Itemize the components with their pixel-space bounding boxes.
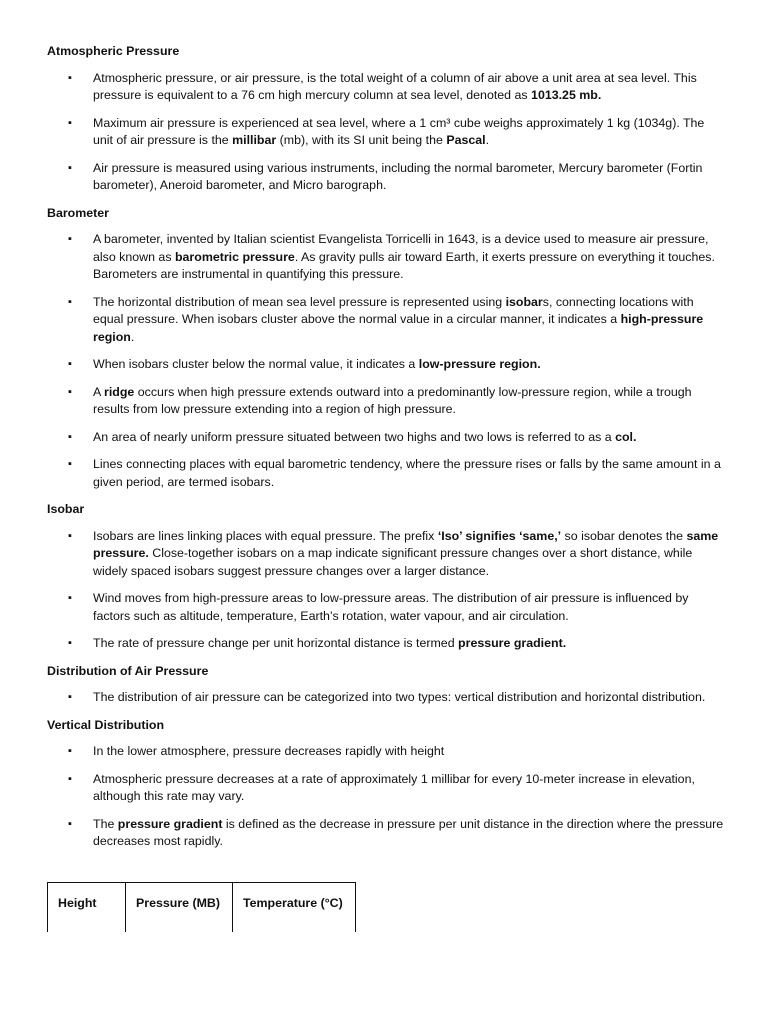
- bullet-item: [47, 590, 727, 625]
- body-text: An area of nearly uniform pressure situated between two highs and two lows is referred to as a: [93, 429, 616, 444]
- body-text: Air pressure is measured using various instruments, including the normal barometer, Mercury barometer (Fortin barometer), Aneroid barometer, and Micro barograph.: [93, 160, 703, 192]
- body-text: so isobar denotes the: [561, 528, 687, 543]
- bullet-item: [47, 743, 727, 761]
- bold-text: ridge: [104, 384, 135, 399]
- body-text: Isobars are lines linking places with equal pressure. The prefix: [93, 528, 438, 543]
- bullet-item: [47, 384, 727, 419]
- body-text: .: [485, 133, 490, 147]
- body-text: When isobars cluster below the normal value, it indicates a: [93, 357, 419, 371]
- bullet-item: [47, 528, 727, 581]
- bullet-list: [47, 231, 727, 491]
- body-text: .: [130, 329, 135, 344]
- body-text: Lines connecting places with equal barometric tendency, where the pressure rises or falls by the same amount in a given period, are termed isobars.: [93, 457, 721, 489]
- section-heading: Barometer: [47, 205, 109, 220]
- bold-text: barometric pressure: [174, 249, 295, 264]
- bullet-item: [47, 160, 727, 195]
- bold-text: low-pressure region.: [418, 357, 541, 371]
- section-heading: Atmospheric Pressure: [47, 44, 180, 58]
- table-header-height: Height: [48, 883, 126, 933]
- body-text: A: [93, 384, 105, 399]
- bold-text: isobar: [505, 294, 543, 309]
- body-text: In the lower atmosphere, pressure decreases rapidly with height: [93, 744, 445, 758]
- body-text: The horizontal distribution of mean sea level pressure is represented using: [93, 294, 506, 309]
- bullet-list: [47, 528, 727, 653]
- body-text: A barometer, invented by Italian scientist Evangelista Torricelli in 1643, is a device used to measure air pressure, also known as: [93, 232, 709, 264]
- body-text: Atmospheric pressure decreases at a rate of approximately 1 millibar for every 10-meter increase in elevation, although this rate may vary.: [93, 771, 695, 803]
- body-text: . As gravity pulls air toward Earth, it exerts pressure on everything it touches. Barometers are instrumental in quantifying this pressure.: [93, 249, 715, 281]
- bullet-item: [47, 429, 727, 447]
- bold-text: millibar: [232, 133, 277, 147]
- bullet-list: [47, 689, 727, 707]
- bullet-item: [47, 456, 727, 491]
- body-text: Wind moves from high-pressure areas to low-pressure areas. The distribution of air pressure is influenced by factors such as altitude, temperature, Earth’s rotation, water vapour, and air circulation.: [93, 591, 689, 623]
- bullet-item: [47, 231, 727, 284]
- body-text: (mb), with its SI unit being the: [276, 133, 447, 147]
- bullet-item: [47, 70, 727, 105]
- bullet-item: [47, 115, 727, 150]
- bullet-item: [47, 689, 727, 707]
- section-heading: Distribution of Air Pressure: [47, 663, 209, 678]
- body-text: The: [93, 816, 118, 831]
- bullet-item: [47, 294, 727, 347]
- bullet-item: [47, 356, 727, 374]
- body-text: s, connecting locations with equal pressure. When isobars cluster above the normal value in a circular manner, it indicates a: [93, 294, 694, 326]
- body-text: is defined as the decrease in pressure per unit distance in the direction where the pressure decreases most rapidly.: [93, 816, 724, 848]
- bold-text: same pressure.: [93, 528, 719, 560]
- table-header-temperature: Temperature (°C): [233, 883, 356, 933]
- body-text: The distribution of air pressure can be categorized into two types: vertical distribution and horizontal distribution.: [93, 690, 706, 704]
- bullet-item: [47, 635, 727, 653]
- body-text: Maximum air pressure is experienced at sea level, where a 1 cm³ cube weighs approximately 1 kg (1034g). The unit of air pressure is the: [93, 115, 705, 147]
- bullet-list: [47, 70, 727, 195]
- body-text: Close-together isobars on a map indicate significant pressure changes over a short distance, while widely spaced isobars suggest pressure changes over a larger distance.: [93, 546, 693, 578]
- body-text: The rate of pressure change per unit horizontal distance is termed: [93, 636, 459, 650]
- body-text: Atmospheric pressure, or air pressure, is the total weight of a column of air above a unit area at sea level. This pressure is equivalent to a 76 cm high mercury column at sea level, denoted as: [93, 70, 697, 102]
- section-heading: Isobar: [47, 502, 85, 516]
- bold-text: Pascal: [446, 133, 486, 147]
- table-header-pressure: Pressure (MB): [126, 883, 233, 933]
- data-table: [47, 882, 356, 932]
- bold-text: col.: [615, 429, 637, 444]
- body-text: occurs when high pressure extends outward into a predominantly low-pressure region, while a trough results from low pressure extending into a region of high pressure.: [93, 384, 692, 416]
- bold-text: high-pressure region: [93, 312, 704, 344]
- bold-text: ‘Iso’ signifies ‘same,’: [437, 528, 562, 543]
- document-body: [47, 43, 727, 861]
- bold-text: pressure gradient: [117, 816, 223, 831]
- bold-text: pressure gradient.: [458, 636, 567, 650]
- bold-text: 1013.25 mb.: [531, 88, 602, 102]
- bullet-item: [47, 771, 727, 806]
- bullet-item: [47, 816, 727, 851]
- bullet-list: [47, 743, 727, 851]
- table-header-row: [48, 883, 356, 933]
- section-heading: Vertical Distribution: [47, 717, 165, 732]
